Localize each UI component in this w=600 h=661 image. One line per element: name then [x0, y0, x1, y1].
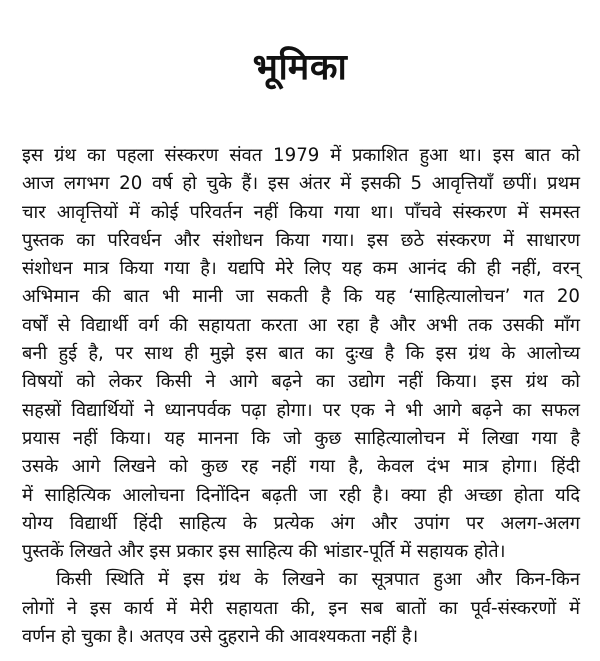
- text-line: संशोधन मात्र किया गया है। यद्यपि मेरे लिए यह कम आनंद की ही नहीं, वरन्: [22, 258, 580, 280]
- text-line: वर्णन हो चुका है। अतएव उसे दुहराने की आवश्यकता नहीं है।: [22, 626, 419, 648]
- paragraph-start-line: किसी स्थिति में इस ग्रंथ के लिखने का सूत्रपात हुआ और किन-किन: [56, 569, 580, 591]
- text-line: में साहित्यिक आलोचना दिनोंदिन बढ़ती जा रही है। क्या ही अच्छा होता यदि: [22, 484, 580, 506]
- text-line: चार आवृत्तियों में कोई परिवर्तन नहीं किया गया था। पाँचवे संस्करण में समस्त: [22, 201, 580, 223]
- text-line: योग्य विद्यार्थी हिंदी साहित्य के प्रत्येक अंग और उपांग पर अलग-अलग: [22, 512, 580, 534]
- text-line: उसके आगे लिखने को कुछ रह नहीं गया है, केवल दंभ मात्र होगा। हिंदी: [22, 456, 580, 478]
- text-line: प्रयास नहीं किया। यह मानना कि जो कुछ साहित्यालोचन में लिखा गया है: [22, 427, 580, 449]
- text-line: पुस्तकें लिखते और इस प्रकार इस साहित्य की भांडार-पूर्ति में सहायक होते।: [22, 541, 506, 563]
- text-line: विषयों को लेकर किसी ने आगे बढ़ने का उद्योग नहीं किया। इस ग्रंथ को: [22, 371, 580, 393]
- text-line: वर्षों से विद्यार्थी वर्ग की सहायता करता आ रहा है और अभी तक उसकी माँग: [22, 314, 580, 336]
- text-line: आज लगभग 20 वर्ष हो चुके हैं। इस अंतर में इसकी 5 आवृत्तियाँ छपीं। प्रथम: [22, 173, 580, 195]
- text-line: पुस्तक का परिवर्धन और संशोधन किया गया। इस छठे संस्करण में साधारण: [22, 229, 580, 251]
- text-line: सहस्रों विद्यार्थियों ने ध्यानपर्वक पढ़ा होगा। पर एक ने भी आगे बढ़ने का सफल: [22, 399, 580, 421]
- preface-body: [22, 142, 580, 651]
- text-line: बनी हुई है, पर साथ ही मुझे इस बात का दुःख है कि इस ग्रंथ के आलोच्य: [22, 343, 580, 365]
- page-title: भूमिका: [252, 47, 348, 88]
- text-line: लोगों ने इस कार्य में मेरी सहायता की, इन सब बातों का पूर्व-संस्करणों में: [22, 597, 580, 619]
- text-line: अभिमान की बात भी मानी जा सकती है कि यह ‘साहित्यालोचन’ गत 20: [22, 286, 580, 308]
- text-line: इस ग्रंथ का पहला संस्करण संवत 1979 में प्रकाशित हुआ था। इस बात को: [22, 145, 580, 166]
